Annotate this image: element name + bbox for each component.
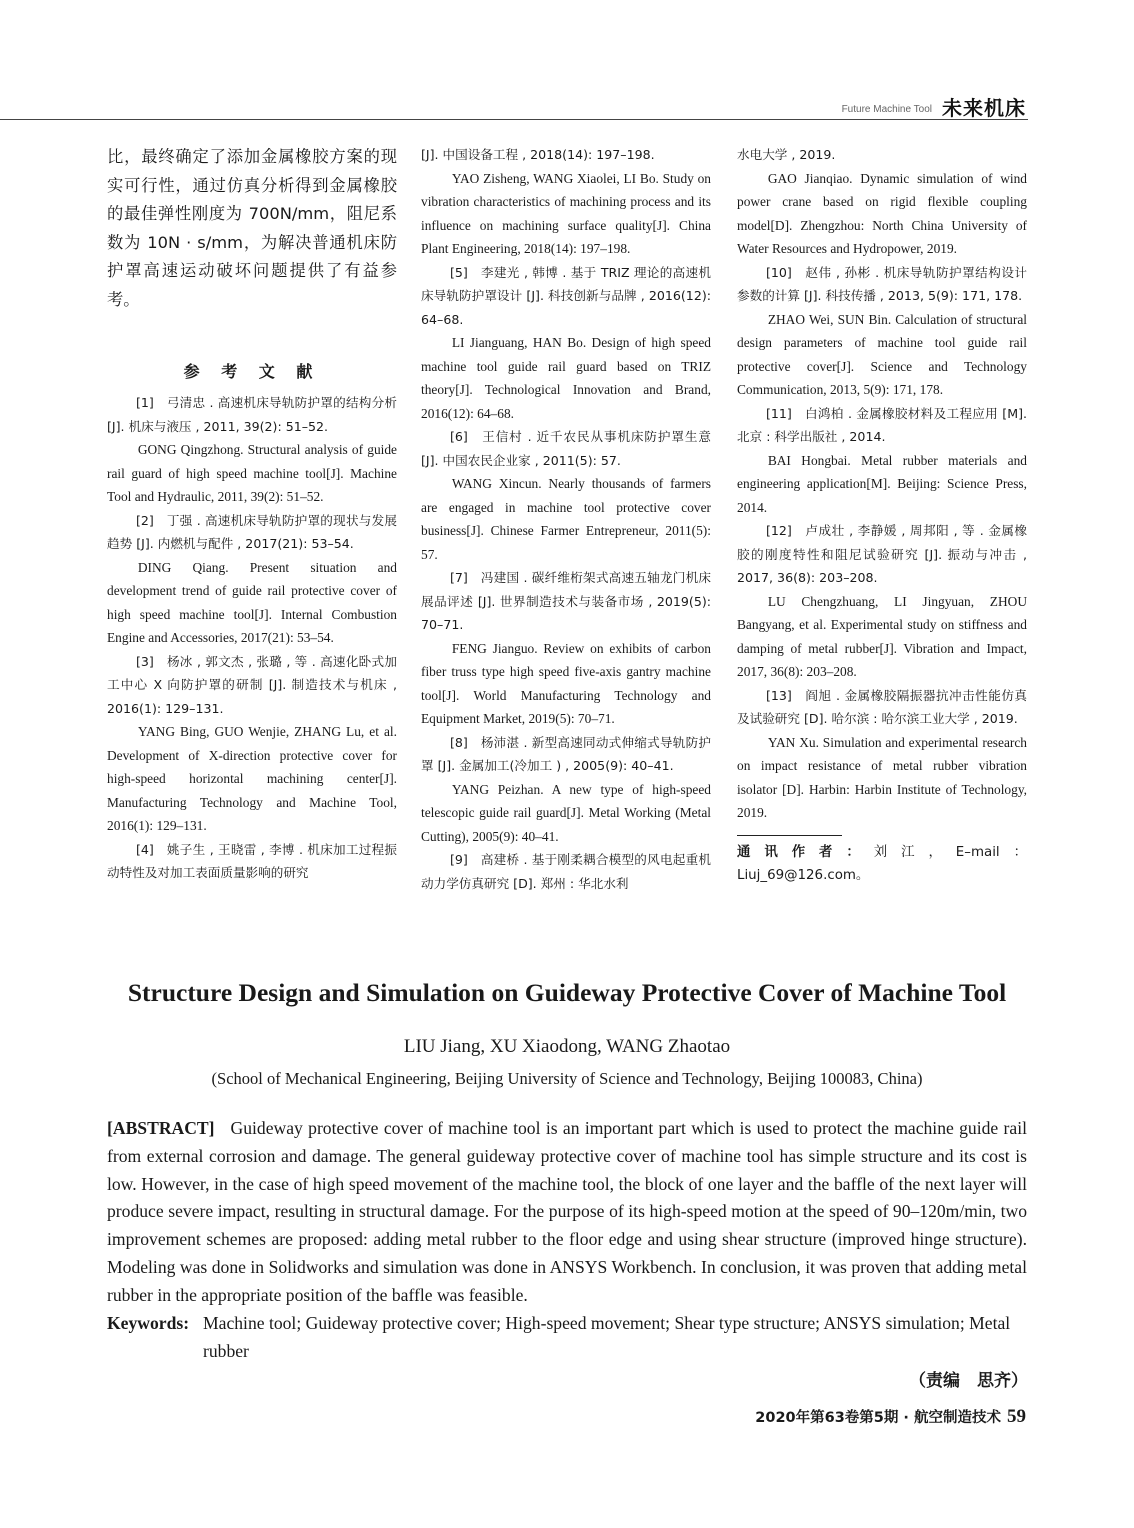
reference-list: [421, 143, 711, 895]
reference-entry: [2] 丁强 . 高速机床导轨防护罩的现状与发展趋势 [J]. 内燃机与配件 , 2017(21): 53–54.: [107, 512, 397, 551]
reference-entry: [10] 赵伟 , 孙彬 . 机床导轨防护罩结构设计参数的计算 [J]. 科技传播 , 2013, 5(9): 171, 178.: [737, 264, 1027, 303]
reference-entry: DING Qiang. Present situation and development trend of guide rail protective cover of high speed machine tool[J]. Internal Combustion Engine and Accessories, 2017(21): 53–54.: [107, 559, 397, 645]
reference-list: [107, 391, 397, 885]
journal-name-cn: 未来机床: [942, 96, 1026, 120]
journal-name-en: Future Machine Tool: [841, 104, 932, 115]
english-title: Structure Design and Simulation on Guideway Protective Cover of Machine Tool: [127, 978, 1007, 1007]
column-1: [107, 143, 397, 885]
reference-entry: [5] 李建光 , 韩博 . 基于 TRIZ 理论的高速机床导轨防护罩设计 [J]. 科技创新与品牌 , 2016(12): 64–68.: [421, 264, 711, 327]
corresponding-author: [737, 841, 1027, 888]
reference-entry: YANG Peizhan. A new type of high-speed telescopic guide rail guard[J]. Metal Working (Metal Cutting), 2005(9): 40–41.: [421, 781, 711, 844]
english-authors: LIU Jiang, XU Xiaodong, WANG Zhaotao: [403, 1036, 731, 1057]
page-number: 59: [1007, 1406, 1026, 1427]
editor-note: （责编 思齐）: [909, 1371, 1028, 1391]
reference-entry: [3] 杨冰 , 郭文杰 , 张璐 , 等 . 高速化卧式加工中心 X 向防护罩的研制 [J]. 制造技术与机床 , 2016(1): 129–131.: [107, 653, 397, 716]
reference-entry: [8] 杨沛湛 . 新型高速同动式伸缩式导轨防护罩 [J]. 金属加工(冷加工 ) , 2005(9): 40–41.: [421, 734, 711, 773]
corresponding-author-text: 刘江，E–mail：Liuj_69@126.com。: [737, 844, 1027, 883]
reference-entry: ZHAO Wei, SUN Bin. Calculation of structural design parameters of machine tool guide rail protective cover[J]. Science and Technology Communication, 2013, 5(9): 171, 178.: [737, 311, 1027, 397]
running-header: [0, 88, 1028, 120]
reference-entry: LI Jianguang, HAN Bo. Design of high speed machine tool guide rail guard based on TRIZ theory[J]. Technological Innovation and Brand, 2016(12): 64–68.: [421, 335, 711, 421]
english-abstract: [107, 1115, 1027, 1310]
reference-entry: YAO Zisheng, WANG Xiaolei, LI Bo. Study on vibration characteristics of machining process and its influence on machining surface quality[J]. China Plant Engineering, 2018(14): 197–198.: [421, 170, 711, 256]
reference-entry: [9] 高建桥 . 基于刚柔耦合模型的风电起重机动力学仿真研究 [D]. 郑州 : 华北水利: [421, 852, 711, 891]
corresponding-author-label: 通讯作者：: [737, 844, 874, 860]
keywords-label: Keywords:: [107, 1313, 190, 1333]
reference-entry: [7] 冯建国 . 碳纤维桁架式高速五轴龙门机床展品评述 [J]. 世界制造技术与装备市场 , 2019(5): 70–71.: [421, 570, 711, 632]
reference-entry: [12] 卢成壮 , 李静媛 , 周邦阳 , 等 . 金属橡胶的刚度特性和阻尼试验研究 [J]. 振动与冲击 , 2017, 36(8): 203–208.: [737, 523, 1027, 585]
reference-entry: YANG Bing, GUO Wenjie, ZHANG Lu, et al. Development of X-direction protective cover for high-speed horizontal machining center[J]. Manufacturing Technology and Machine Tool, 2016(1): 129–131.: [107, 724, 397, 833]
references-heading: 参 考 文 献: [183, 362, 321, 381]
english-keywords: [107, 1310, 1027, 1366]
reference-entry: FENG Jianguo. Review on exhibits of carbon fiber truss type high speed five-axis gantry machine tool[J]. World Manufacturing Technology and Equipment Market, 2019(5): 70–71.: [421, 640, 711, 726]
reference-entry: [11] 白鸿柏 . 金属橡胶材料及工程应用 [M]. 北京 : 科学出版社 , 2014.: [737, 405, 1027, 444]
abstract-text: Guideway protective cover of machine tool is an important part which is used to protect the machine guide rail from external corrosion and damage. The general guideway protective cover of machine tool has simple structure and its cost is low. However, in the case of high speed movement of the machine tool, the block of one layer and the baffle of the next layer will produce severe impact, resulting in structural damage. For the purpose of its high-speed motion at the speed of 90–120m/min, two improvement schemes are proposed: adding metal rubber to the floor edge and using shear structure (improved hinge structure). Modeling was done in Solidworks and simulation was done in ANSYS Workbench. In conclusion, it was proven that adding metal rubber in the appropriate position of the baffle was feasible.: [107, 1118, 1027, 1305]
column-2: [421, 143, 711, 895]
abstract-label: [ABSTRACT]: [107, 1118, 215, 1138]
column-3: [737, 143, 1027, 888]
footnote-rule: [737, 835, 842, 836]
reference-entry: GONG Qingzhong. Structural analysis of guide rail guard of high speed machine tool[J]. Machine Tool and Hydraulic, 2011, 39(2): 51–52.: [107, 442, 397, 504]
reference-entry: GAO Jianqiao. Dynamic simulation of wind power crane based on rigid flexible coupling model[D]. Zhengzhou: North China University of Water Resources and Hydropower, 2019.: [737, 170, 1027, 256]
page-footer: [755, 1406, 1026, 1428]
reference-entry: WANG Xincun. Nearly thousands of farmers are engaged in machine tool protective cover business[J]. Chinese Farmer Entrepreneur, 2011(5): 57.: [421, 476, 711, 562]
reference-entry: BAI Hongbai. Metal rubber materials and engineering application[M]. Beijing: Science Press, 2014.: [737, 452, 1027, 515]
conclusion-text: 比，最终确定了添加金属橡胶方案的现实可行性，通过仿真分析得到金属橡胶的最佳弹性刚度为 700N/mm，阻尼系数为 10N · s/mm，为解决普通机床防护罩高速运动破坏问题提供了有益参考。: [107, 147, 397, 309]
reference-entry: [6] 王信村 . 近千农民从事机床防护罩生意 [J]. 中国农民企业家 , 2011(5): 57.: [421, 429, 711, 468]
english-affiliation: (School of Mechanical Engineering, Beijing University of Science and Technology, Beijing 100083, China): [211, 1069, 923, 1088]
issue-info: 2020年第63卷第5期 · 航空制造技术: [755, 1410, 1001, 1426]
reference-list: [737, 143, 1027, 825]
keywords-text: Machine tool; Guideway protective cover; High-speed movement; Shear type structure; ANSYS simulation; Metal rubber: [203, 1313, 1011, 1361]
reference-entry: [J]. 中国设备工程 , 2018(14): 197–198.: [421, 147, 655, 162]
reference-entry: YAN Xu. Simulation and experimental research on impact resistance of metal rubber vibration isolator [D]. Harbin: Harbin Institute of Technology, 2019.: [737, 734, 1027, 820]
reference-entry: [1] 弓清忠 . 高速机床导轨防护罩的结构分析 [J]. 机床与液压 , 2011, 39(2): 51–52.: [107, 395, 397, 434]
reference-entry: LU Chengzhuang, LI Jingyuan, ZHOU Bangyang, et al. Experimental study on stiffness and damping of metal rubber[J]. Vibration and Impact, 2017, 36(8): 203–208.: [737, 593, 1027, 679]
reference-entry: [13] 阎旭 . 金属橡胶隔振器抗冲击性能仿真及试验研究 [D]. 哈尔滨 : 哈尔滨工业大学 , 2019.: [737, 687, 1027, 726]
reference-entry: 水电大学 , 2019.: [737, 147, 836, 162]
reference-entry: [4] 姚子生 , 王晓雷 , 李博 . 机床加工过程振动特性及对加工表面质量影响的研究: [107, 841, 397, 880]
